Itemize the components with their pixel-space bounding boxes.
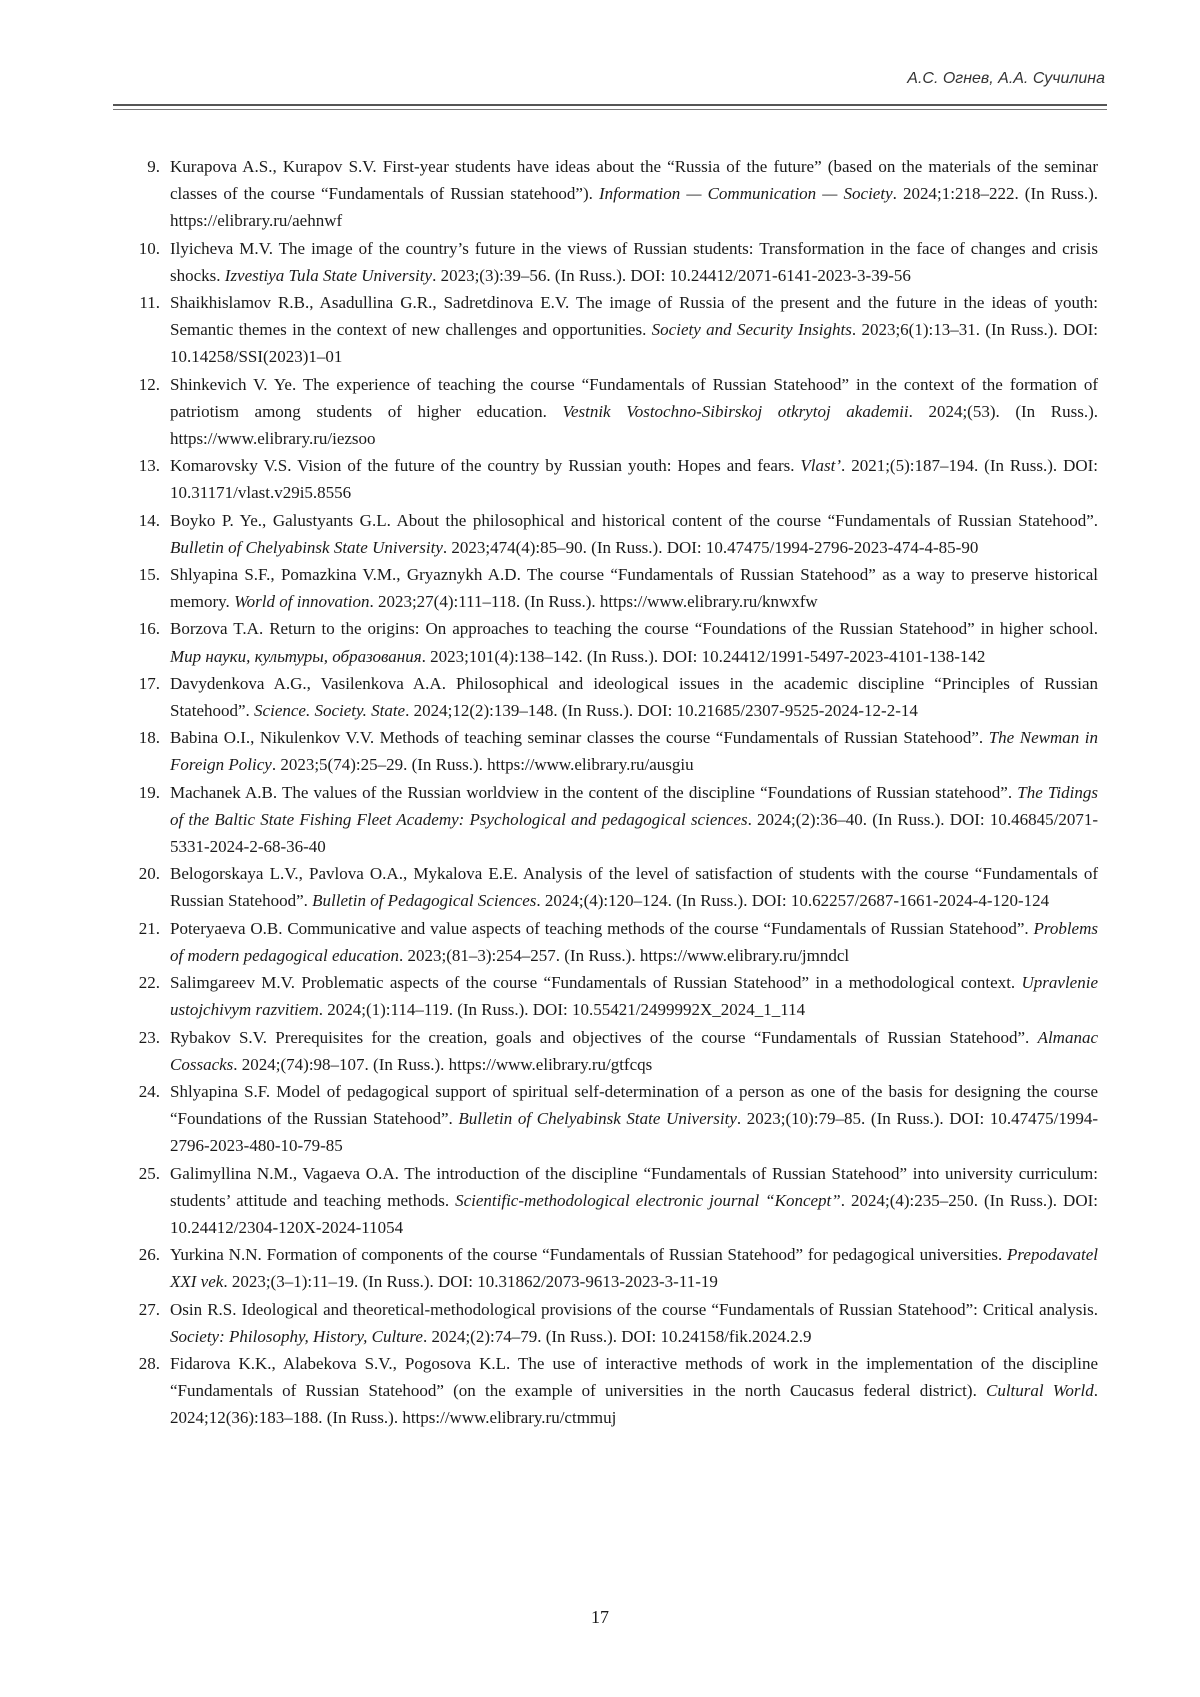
page-number: 17 bbox=[591, 1607, 609, 1627]
reference-list bbox=[122, 153, 1098, 1432]
reference-authors-title: Galimyllina N.M., Vagaeva O.A. The introduction of the discipline “Fundamentals of Russian Statehood” into university curriculum: students’ attitude and teaching methods. bbox=[170, 1163, 1098, 1210]
reference-authors-title: Komarovsky V.S. Vision of the future of the country by Russian youth: Hopes and fears. bbox=[170, 456, 801, 476]
reference-journal: Upravlenie ustojchivym razvitiem bbox=[170, 973, 1098, 1020]
reference-item bbox=[122, 670, 1098, 724]
reference-details: . 2024;(2):36–40. (In Russ.). DOI: 10.46845/2071-5331-2024-2-68-36-40 bbox=[170, 809, 1098, 857]
reference-details: . 2024;(4):120–124. (In Russ.). DOI: 10.62257/2687-1661-2024-4-120-124 bbox=[536, 891, 1050, 911]
reference-number: 18. bbox=[138, 728, 160, 748]
reference-item bbox=[122, 969, 1098, 1023]
reference-journal: Information — Communication — Society bbox=[599, 184, 893, 204]
reference-number: 20. bbox=[138, 864, 160, 884]
reference-item bbox=[122, 452, 1098, 506]
reference-details: . 2024;12(2):139–148. (In Russ.). DOI: 10.21685/2307-9525-2024-12-2-14 bbox=[405, 701, 918, 721]
reference-journal: Bulletin of Chelyabinsk State University bbox=[458, 1109, 737, 1129]
reference-details: . 2024;(4):235–250. (In Russ.). DOI: 10.24412/2304-120X-2024-11054 bbox=[170, 1190, 1098, 1237]
reference-authors-title: Fidarova K.K., Alabekova S.V., Pogosova K.L. The use of interactive methods of work in the implementation of the discipline “Fundamentals of Russian Statehood” (on the example of universities in the north Caucasus federal district). bbox=[170, 1353, 1098, 1401]
reference-item bbox=[122, 860, 1098, 914]
reference-item bbox=[122, 1296, 1098, 1350]
reference-number: 22. bbox=[138, 973, 160, 993]
reference-text bbox=[160, 1296, 1098, 1350]
reference-authors-title: Borzova T.A. Return to the origins: On approaches to teaching the course “Foundations of the Russian Statehood” in higher school. bbox=[170, 619, 1098, 639]
reference-number: 27. bbox=[138, 1299, 160, 1319]
reference-details: . 2023;474(4):85–90. (In Russ.). DOI: 10.47475/1994-2796-2023-474-4-85-90 bbox=[442, 537, 979, 557]
reference-text bbox=[160, 1160, 1098, 1242]
reference-text bbox=[160, 860, 1098, 914]
reference-details: . 2024;12(36):183–188. (In Russ.). https://www.elibrary.ru/ctmmuj bbox=[170, 1381, 1098, 1428]
reference-details: . 2023;(81–3):254–257. (In Russ.). https://www.elibrary.ru/jmndcl bbox=[399, 945, 850, 965]
reference-text bbox=[160, 724, 1098, 778]
reference-authors-title: Shlyapina S.F. Model of pedagogical support of spiritual self-determination of a person as one of the basis for designing the course “Foundations of the Russian Statehood”. bbox=[170, 1081, 1098, 1129]
reference-number: 11. bbox=[139, 293, 160, 313]
reference-number: 19. bbox=[138, 782, 160, 802]
reference-item bbox=[122, 779, 1098, 861]
reference-number: 13. bbox=[138, 456, 160, 476]
reference-text bbox=[160, 561, 1098, 615]
reference-authors-title: Boyko P. Ye., Galustyants G.L. About the philosophical and historical content of the course “Fundamentals of Russian Statehood”. bbox=[170, 510, 1098, 530]
reference-number: 14. bbox=[138, 510, 160, 530]
reference-journal: Bulletin of Chelyabinsk State University bbox=[170, 537, 443, 557]
reference-journal: Society: Philosophy, History, Culture bbox=[170, 1326, 423, 1346]
reference-item bbox=[122, 289, 1098, 371]
reference-journal: Science. Society. State bbox=[254, 701, 406, 721]
reference-number: 16. bbox=[138, 619, 160, 639]
reference-journal: Society and Security Insights bbox=[651, 320, 852, 340]
reference-details: . 2024;(53). (In Russ.). https://www.elibrary.ru/iezsoo bbox=[170, 401, 1098, 449]
header-divider bbox=[113, 104, 1107, 106]
reference-item bbox=[122, 561, 1098, 615]
reference-authors-title: Belogorskaya L.V., Pavlova O.A., Mykalova E.E. Analysis of the level of satisfaction of students with the course “Fundamentals of Russian Statehood”. bbox=[170, 864, 1098, 911]
running-header-authors: А.С. Огнев, А.А. Сучилина bbox=[907, 70, 1105, 87]
reference-authors-title: Ilyicheva M.V. The image of the country’s future in the views of Russian students: Transformation in the face of changes and crisis shocks. bbox=[170, 238, 1098, 285]
reference-item bbox=[122, 915, 1098, 969]
reference-text bbox=[160, 507, 1098, 561]
reference-item bbox=[122, 371, 1098, 453]
reference-journal: Scientific-methodological electronic journal “Koncept” bbox=[455, 1190, 841, 1210]
reference-details: . 2024;(1):114–119. (In Russ.). DOI: 10.55421/2499992X_2024_1_114 bbox=[318, 1000, 806, 1020]
reference-authors-title: Rybakov S.V. Prerequisites for the creation, goals and objectives of the course “Fundamentals of Russian Statehood”. bbox=[170, 1027, 1038, 1047]
reference-journal: Vestnik Vostochno-Sibirskoj otkrytoj akademii bbox=[562, 401, 909, 421]
reference-number: 10. bbox=[138, 238, 160, 258]
reference-item bbox=[122, 1024, 1098, 1078]
reference-authors-title: Poteryaeva O.B. Communicative and value aspects of teaching methods of the course “Fundamentals of Russian Statehood”. bbox=[170, 918, 1034, 938]
reference-text bbox=[160, 969, 1098, 1023]
reference-authors-title: Machanek A.B. The values of the Russian worldview in the content of the discipline “Foundations of Russian statehood”. bbox=[170, 782, 1018, 802]
reference-details: . 2023;101(4):138–142. (In Russ.). DOI: 10.24412/1991-5497-2023-4101-138-142 bbox=[421, 646, 986, 666]
reference-text bbox=[160, 615, 1098, 669]
reference-number: 24. bbox=[138, 1081, 160, 1101]
reference-text bbox=[160, 235, 1098, 289]
reference-text bbox=[160, 289, 1098, 371]
reference-number: 17. bbox=[138, 673, 160, 693]
reference-number: 26. bbox=[138, 1245, 160, 1265]
reference-authors-title: Salimgareev M.V. Problematic aspects of the course “Fundamentals of Russian Statehood” in a methodological context. bbox=[170, 973, 1022, 993]
reference-journal: Vlast’ bbox=[800, 456, 842, 476]
reference-journal: Prepodavatel XXI vek bbox=[170, 1245, 1098, 1292]
reference-journal: Bulletin of Pedagogical Sciences bbox=[312, 891, 537, 911]
reference-journal: The Newman in Foreign Policy bbox=[170, 728, 1098, 775]
reference-number: 21. bbox=[138, 918, 160, 938]
reference-number: 9. bbox=[147, 157, 160, 176]
reference-details: . 2024;(74):98–107. (In Russ.). https://www.elibrary.ru/gtfcqs bbox=[233, 1054, 653, 1074]
reference-text bbox=[160, 1241, 1098, 1295]
reference-item bbox=[122, 153, 1098, 235]
reference-details: . 2023;(3–1):11–19. (In Russ.). DOI: 10.31862/2073-9613-2023-3-11-19 bbox=[223, 1272, 718, 1292]
reference-item bbox=[122, 1350, 1098, 1432]
reference-authors-title: Shinkevich V. Ye. The experience of teaching the course “Fundamentals of Russian Statehood” in the context of the formation of patriotism among students of higher education. bbox=[170, 374, 1098, 421]
reference-details: . 2021;(5):187–194. (In Russ.). DOI: 10.31171/vlast.v29i5.8556 bbox=[170, 456, 1099, 503]
reference-number: 28. bbox=[138, 1353, 160, 1373]
reference-details: . 2023;6(1):13–31. (In Russ.). DOI: 10.14258/SSI(2023)1–01 bbox=[170, 320, 1098, 367]
reference-journal: Problems of modern pedagogical education bbox=[170, 918, 1098, 965]
reference-text bbox=[160, 452, 1098, 506]
reference-details: . 2023;(10):79–85. (In Russ.). DOI: 10.47475/1994-2796-2023-480-10-79-85 bbox=[170, 1109, 1098, 1156]
reference-text bbox=[160, 779, 1098, 861]
reference-authors-title: Shaikhislamov R.B., Asadullina G.R., Sadretdinova E.V. The image of Russia of the present and the future in the ideas of youth: Semantic themes in the context of new challenges and opportunities. bbox=[170, 293, 1098, 340]
reference-item bbox=[122, 1078, 1098, 1160]
reference-text bbox=[160, 371, 1098, 453]
reference-authors-title: Kurapova A.S., Kurapov S.V. First-year students have ideas about the “Russia of the future” (based on the materials of the seminar classes of the course “Fundamentals of Russian statehood”). bbox=[170, 157, 1098, 204]
reference-details: . 2024;(2):74–79. (In Russ.). DOI: 10.24158/fik.2024.2.9 bbox=[422, 1326, 812, 1346]
reference-journal: Izvestiya Tula State University bbox=[224, 265, 433, 285]
reference-item bbox=[122, 1241, 1098, 1295]
reference-journal: Cultural World bbox=[986, 1381, 1094, 1401]
reference-text bbox=[160, 670, 1098, 724]
reference-journal: Almanac Cossacks bbox=[170, 1027, 1098, 1074]
reference-number: 25. bbox=[138, 1163, 160, 1183]
reference-item bbox=[122, 615, 1098, 669]
reference-item bbox=[122, 235, 1098, 289]
reference-item bbox=[122, 507, 1098, 561]
reference-authors-title: Osin R.S. Ideological and theoretical-methodological provisions of the course “Fundamentals of Russian Statehood”: Critical analysis. bbox=[170, 1299, 1098, 1319]
reference-item bbox=[122, 724, 1098, 778]
reference-authors-title: Yurkina N.N. Formation of components of the course “Fundamentals of Russian Statehood” for pedagogical universities. bbox=[170, 1245, 1008, 1265]
reference-number: 15. bbox=[138, 565, 160, 585]
reference-journal: Мир науки, культуры, образования bbox=[170, 646, 422, 666]
reference-text bbox=[160, 1024, 1098, 1078]
reference-details: . 2023;27(4):111–118. (In Russ.). https://www.elibrary.ru/knwxfw bbox=[369, 592, 818, 612]
reference-authors-title: Davydenkova A.G., Vasilenkova A.A. Philosophical and ideological issues in the academic discipline “Principles of Russian Statehood”. bbox=[170, 673, 1098, 721]
reference-authors-title: Babina O.I., Nikulenkov V.V. Methods of teaching seminar classes the course “Fundamentals of Russian Statehood”. bbox=[170, 728, 989, 748]
reference-journal: World of innovation bbox=[234, 592, 370, 612]
reference-text bbox=[160, 1078, 1098, 1160]
reference-authors-title: Shlyapina S.F., Pomazkina V.M., Gryaznykh A.D. The course “Fundamentals of Russian Statehood” as a way to preserve historical memory. bbox=[170, 565, 1098, 612]
reference-details: . 2023;(3):39–56. (In Russ.). DOI: 10.24412/2071-6141-2023-3-39-56 bbox=[432, 265, 911, 285]
reference-details: . 2024;1:218–222. (In Russ.). https://elibrary.ru/aehnwf bbox=[170, 184, 1098, 231]
reference-text bbox=[160, 915, 1098, 969]
header-divider-thin bbox=[113, 109, 1107, 110]
reference-number: 23. bbox=[138, 1027, 160, 1047]
reference-text bbox=[160, 153, 1098, 235]
reference-journal: The Tidings of the Baltic State Fishing Fleet Academy: Psychological and pedagogical sciences bbox=[170, 782, 1098, 829]
reference-text bbox=[160, 1350, 1098, 1432]
reference-number: 12. bbox=[138, 374, 160, 394]
reference-details: . 2023;5(74):25–29. (In Russ.). https://www.elibrary.ru/ausgiu bbox=[271, 755, 694, 775]
reference-item bbox=[122, 1160, 1098, 1242]
